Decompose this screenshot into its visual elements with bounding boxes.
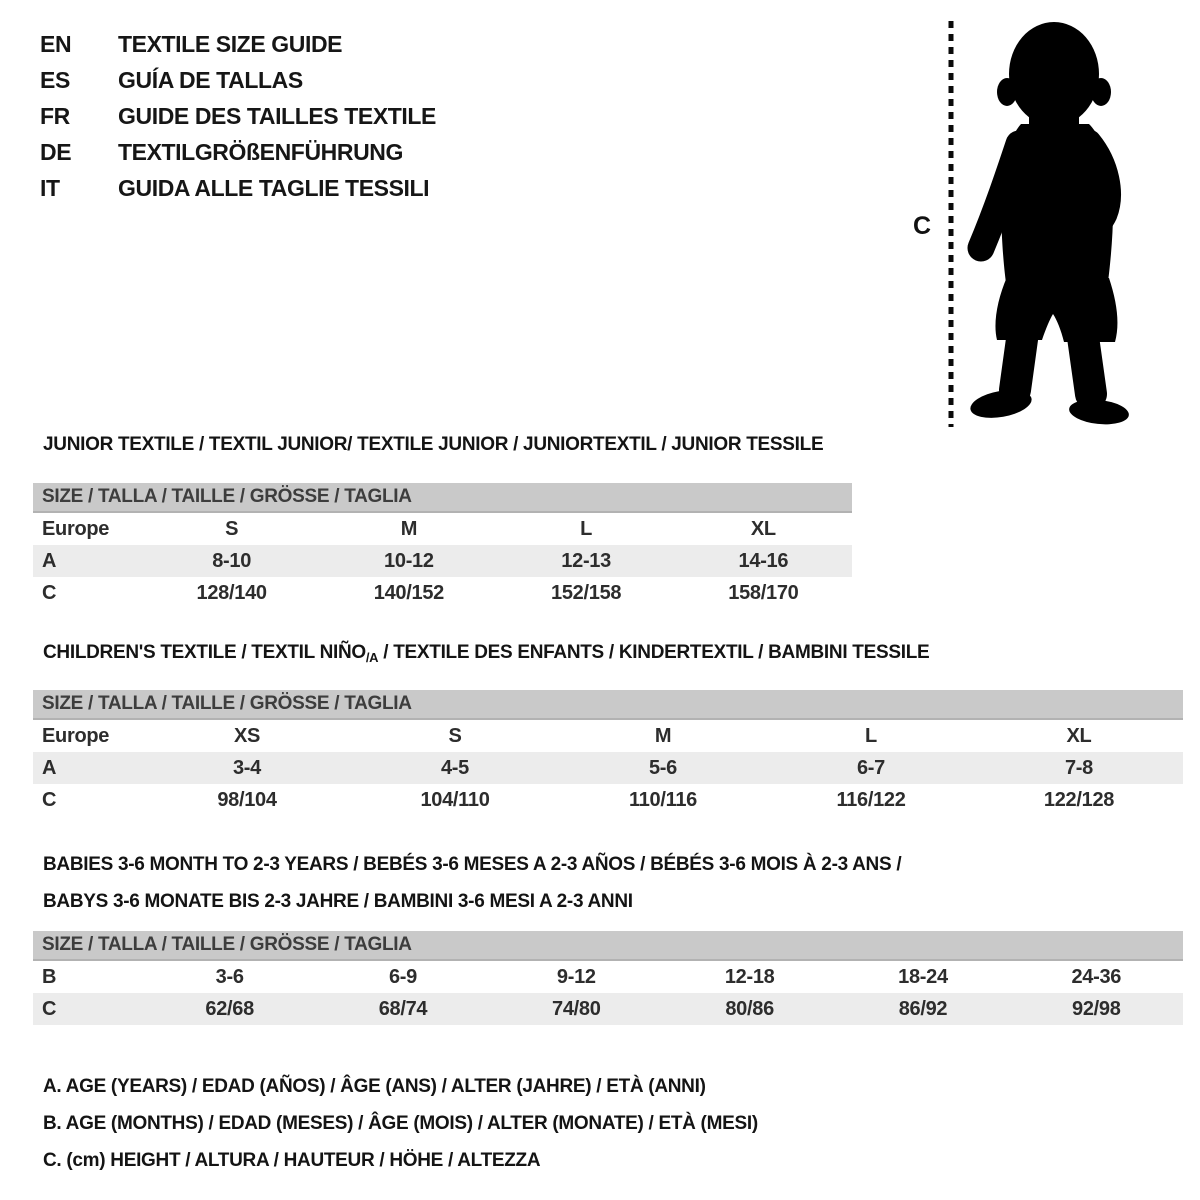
size-cell: M bbox=[654, 724, 672, 747]
row-label: B bbox=[42, 965, 57, 988]
babies-size-table bbox=[33, 931, 1183, 1025]
legend-line-a: A. AGE (YEARS) / EDAD (AÑOS) / ÂGE (ANS) / ALTER (JAHRE) / ETÀ (ANNI) bbox=[43, 1076, 706, 1097]
language-title: GUIDE DES TAILLES TEXTILE bbox=[118, 102, 436, 129]
height-cell: 116/122 bbox=[836, 788, 906, 811]
legend-line-b: B. AGE (MONTHS) / EDAD (MESES) / ÂGE (MOIS) / ALTER (MONATE) / ETÀ (MESI) bbox=[43, 1113, 758, 1134]
language-row-fr bbox=[40, 98, 436, 134]
language-title: GUIDA ALLE TAGLIE TESSILI bbox=[118, 174, 430, 201]
legend-line-c: C. (cm) HEIGHT / ALTURA / HAUTEUR / HÖHE / ALTEZZA bbox=[43, 1150, 541, 1171]
section-title-junior: JUNIOR TEXTILE / TEXTIL JUNIOR/ TEXTILE JUNIOR / JUNIORTEXTIL / JUNIOR TESSILE bbox=[43, 434, 824, 455]
table-row-age bbox=[33, 545, 852, 577]
height-cell: 68/74 bbox=[378, 997, 428, 1020]
height-cell: 104/110 bbox=[420, 788, 490, 811]
height-cell: 74/80 bbox=[552, 997, 601, 1020]
size-cell: XL bbox=[750, 517, 776, 540]
age-cell: 8-10 bbox=[212, 549, 252, 572]
table-header-children: SIZE / TALLA / TAILLE / GRÖSSE / TAGLIA bbox=[33, 690, 1183, 720]
row-label: C bbox=[42, 788, 57, 811]
language-title: TEXTILE SIZE GUIDE bbox=[118, 30, 343, 57]
table-row-europe bbox=[33, 513, 852, 545]
section-title-children-post: / TEXTILE DES ENFANTS / KINDERTEXTIL / BAMBINI TESSILE bbox=[378, 642, 930, 663]
language-title: GUÍA DE TALLAS bbox=[118, 66, 303, 93]
age-cell: 14-16 bbox=[738, 549, 789, 572]
size-cell: XL bbox=[1066, 724, 1092, 747]
table-row-height bbox=[33, 577, 852, 609]
months-cell: 24-36 bbox=[1071, 965, 1122, 988]
size-cell: S bbox=[448, 724, 462, 747]
measure-c-label: C bbox=[913, 212, 932, 240]
months-cell: 3-6 bbox=[215, 965, 244, 988]
language-code: EN bbox=[40, 30, 72, 57]
language-row-es bbox=[40, 62, 436, 98]
age-cell: 7-8 bbox=[1064, 756, 1093, 779]
height-cell: 110/116 bbox=[629, 788, 697, 811]
row-label: A bbox=[42, 756, 57, 779]
height-cell: 140/152 bbox=[373, 581, 444, 604]
table-row-europe bbox=[33, 720, 1183, 752]
age-cell: 12-13 bbox=[561, 549, 611, 572]
size-cell: L bbox=[580, 517, 593, 540]
table-row-age bbox=[33, 752, 1183, 784]
toddler-silhouette-icon bbox=[957, 12, 1152, 432]
language-row-it bbox=[40, 170, 436, 206]
legend bbox=[43, 1068, 758, 1179]
height-cell: 128/140 bbox=[196, 581, 267, 604]
months-cell: 9-12 bbox=[556, 965, 596, 988]
language-row-en bbox=[40, 26, 436, 62]
table-row-age-months bbox=[33, 961, 1183, 993]
table-header-junior: SIZE / TALLA / TAILLE / GRÖSSE / TAGLIA bbox=[33, 483, 852, 513]
table-row-height bbox=[33, 784, 1183, 816]
row-label: Europe bbox=[42, 517, 110, 540]
age-cell: 3-4 bbox=[232, 756, 261, 779]
section-title-children-pre: CHILDREN'S TEXTILE / TEXTIL NIÑO bbox=[43, 642, 366, 663]
height-cell: 80/86 bbox=[725, 997, 774, 1020]
row-label: Europe bbox=[42, 724, 110, 747]
size-cell: XS bbox=[233, 724, 261, 747]
height-cell: 62/68 bbox=[205, 997, 254, 1020]
age-cell: 6-7 bbox=[856, 756, 885, 779]
height-measure-figure bbox=[905, 10, 1165, 438]
row-label: C bbox=[42, 581, 57, 604]
language-header bbox=[40, 26, 436, 206]
height-cell: 158/170 bbox=[728, 581, 799, 604]
row-label: C bbox=[42, 997, 57, 1020]
months-cell: 18-24 bbox=[898, 965, 948, 988]
language-code: FR bbox=[40, 102, 70, 129]
language-code: ES bbox=[40, 66, 70, 93]
section-title-babies bbox=[43, 846, 901, 920]
section-title-children bbox=[43, 642, 929, 665]
height-cell: 86/92 bbox=[898, 997, 948, 1020]
age-cell: 4-5 bbox=[440, 756, 469, 779]
age-cell: 10-12 bbox=[384, 549, 434, 572]
row-label: A bbox=[42, 549, 57, 572]
language-code: IT bbox=[40, 174, 60, 201]
height-cell: 152/158 bbox=[551, 581, 622, 604]
height-cell: 92/98 bbox=[1072, 997, 1121, 1020]
height-cell: 122/128 bbox=[1043, 788, 1115, 811]
section-title-children-sub: /A bbox=[365, 650, 379, 665]
age-cell: 5-6 bbox=[648, 756, 677, 779]
children-size-table bbox=[33, 690, 1183, 816]
months-cell: 6-9 bbox=[388, 965, 417, 988]
size-cell: M bbox=[400, 517, 418, 540]
language-title: TEXTILGRÖßENFÜHRUNG bbox=[118, 138, 403, 165]
height-cell: 98/104 bbox=[217, 788, 277, 811]
junior-size-table bbox=[33, 483, 852, 609]
size-cell: S bbox=[225, 517, 239, 540]
language-row-de bbox=[40, 134, 436, 170]
table-row-height bbox=[33, 993, 1183, 1025]
size-cell: L bbox=[865, 724, 877, 747]
language-code: DE bbox=[40, 138, 72, 165]
months-cell: 12-18 bbox=[724, 965, 775, 988]
table-header-babies: SIZE / TALLA / TAILLE / GRÖSSE / TAGLIA bbox=[33, 931, 1183, 961]
section-title-babies-line2: BABYS 3-6 MONATE BIS 2-3 JAHRE / BAMBINI 3-6 MESI A 2-3 ANNI bbox=[43, 891, 633, 912]
height-dashed-line-icon bbox=[945, 18, 957, 430]
section-title-babies-line1: BABIES 3-6 MONTH TO 2-3 YEARS / BEBÉS 3-6 MESES A 2-3 AÑOS / BÉBÉS 3-6 MOIS À 2-3 ANS / bbox=[43, 854, 902, 875]
